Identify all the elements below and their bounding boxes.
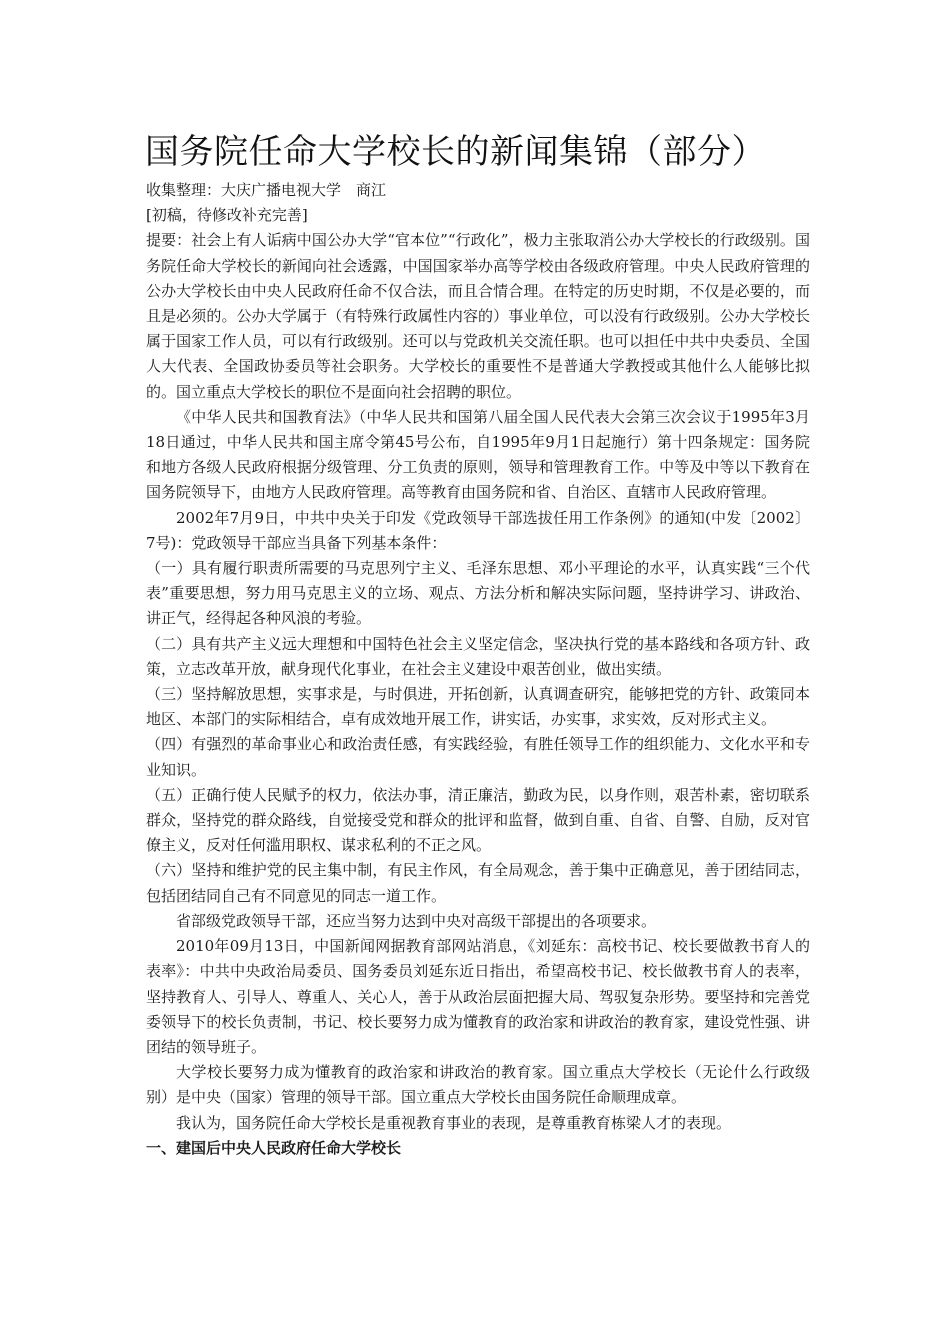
document-title: 国务院任命大学校长的新闻集锦（部分）: [145, 132, 766, 172]
opinion-paragraph: 我认为，国务院任命大学校长是重视教育事业的表现，是尊重教育栋梁人才的表现。: [176, 1113, 732, 1132]
condition-item: （一）具有履行职责所需要的马克思列宁主义、毛泽东思想、邓小平理论的水平，认真实践“三个代表”重要思想，努力用马克思主义的立场、观点、方法分析和解决实际问题，坚持讲学习、讲政治、讲正气，经得起各种风浪的考验。: [146, 559, 810, 628]
news-2010-paragraph: 2010年09月13日，中国新闻网据教育部网站消息，《刘延东：高校书记、校长要做教书育人的表率》：中共中央政治局委员、国务委员刘延东近日指出，希望高校书记、校长做教书育人的表率，坚持教育人、引导人、尊重人、关心人，善于从政治层面把握大局、驾驭复杂形势。要坚持和完善党委领导下的校长负责制，书记、校长要努力成为懂教育的政治家和讲政治的教育家，建设党性强、讲团结的领导班子。: [146, 937, 810, 1056]
byline: 收集整理：大庆广播电视大学 商江: [146, 181, 387, 199]
condition-item: （四）有强烈的革命事业心和政治责任感，有实践经验，有胜任领导工作的组织能力、文化水平和专业知识。: [146, 735, 810, 779]
education-law-paragraph: 《中华人民共和国教育法》（中华人民共和国第八届全国人民代表大会第三次会议于1995年3月18日通过，中华人民共和国主席令第45号公布，自1995年9月1日起施行）第十四条规定：国务院和地方各级人民政府根据分级管理、分工负责的原则，领导和管理教育工作。中等及中等以下教育在国务院领导下，由地方人民政府管理。高等教育由国务院和省、自治区、直辖市人民政府管理。: [146, 407, 810, 502]
condition-item: （六）坚持和维护党的民主集中制，有民主作风，有全局观念，善于集中正确意见，善于团结同志，包括团结同自己有不同意见的同志一道工作。: [146, 861, 810, 905]
summary-paragraph: 提要：社会上有人诟病中国公办大学“官本位”“行政化”，极力主张取消公办大学校长的行政级别。国务院任命大学校长的新闻向社会透露，中国国家举办高等学校由各级政府管理。中央人民政府管理的公办大学校长由中央人民政府任命不仅合法，而且合情合理。在特定的历史时期，不仅是必要的，而且是必须的。公办大学属于（有特殊行政属性内容的）事业单位，可以没有行政级别。公办大学校长属于国家工作人员，可以有行政级别。还可以与党政机关交流任职。也可以担任中共中央委员、全国人大代表、全国政协委员等社会职务。大学校长的重要性不是普通大学教授或其他什么人能够比拟的。国立重点大学校长的职位不是面向社会招聘的职位。: [146, 231, 810, 401]
condition-item: （五）正确行使人民赋予的权力，依法办事，清正廉洁，勤政为民，以身作则，艰苦朴素，密切联系群众，坚持党的群众路线，自觉接受党和群众的批评和监督，做到自重、自省、自警、自励，反对官僚主义，反对任何滥用职权、谋求私利的不正之风。: [146, 785, 810, 855]
document-page: [146, 128, 810, 1161]
condition-item: （二）具有共产主义远大理想和中国特色社会主义坚定信念，坚决执行党的基本路线和各项方针、政策，立志改革开放，献身现代化事业，在社会主义建设中艰苦创业，做出实绩。: [146, 634, 810, 678]
provincial-note-paragraph: 省部级党政领导干部，还应当努力达到中央对高级干部提出的各项要求。: [176, 911, 657, 930]
condition-item: （三）坚持解放思想，实事求是，与时俱进，开拓创新，认真调查研究，能够把党的方针、政策同本地区、本部门的实际相结合，卓有成效地开展工作，讲实话，办实事，求实效，反对形式主义。: [146, 685, 810, 729]
regulation-intro-paragraph: 2002年7月9日，中共中央关于印发《党政领导干部选拔任用工作条例》的通知(中发〔2002〕7号)：党政领导干部应当具备下列基本条件：: [146, 508, 810, 552]
draft-note: [初稿，待修改补充完善]: [146, 206, 308, 225]
section-heading: 一、建国后中央人民政府任命大学校长: [146, 1138, 402, 1157]
president-role-paragraph: 大学校长要努力成为懂教育的政治家和讲政治的教育家。国立重点大学校长（无论什么行政级别）是中央（国家）管理的领导干部。国立重点大学校长由国务院任命顺理成章。: [146, 1063, 810, 1107]
